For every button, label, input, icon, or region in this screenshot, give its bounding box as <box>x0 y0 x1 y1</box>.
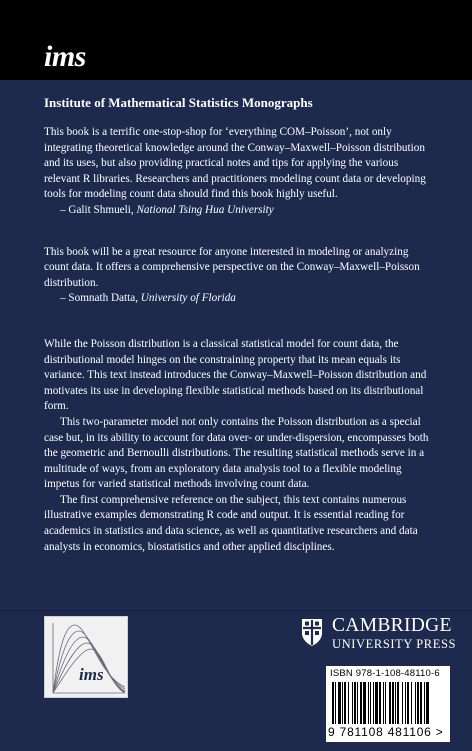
back-cover-text <box>44 125 436 555</box>
publisher-name: CAMBRIDGE <box>332 615 452 636</box>
ims-logo-text: ims <box>79 665 104 684</box>
barcode-number: 9 781108 481106 > <box>328 725 444 739</box>
ims-brand-logo: ims <box>44 40 86 73</box>
endorsement-2-author: – Somnath Datta, <box>60 292 138 305</box>
publisher-press: UNIVERSITY PRESS <box>332 637 457 651</box>
ims-curves-icon <box>45 617 128 698</box>
barcode-icon <box>330 682 446 724</box>
endorsement-1-attribution <box>44 203 436 219</box>
endorsement-2-attribution <box>44 291 436 307</box>
cambridge-university-press-logo <box>300 615 460 657</box>
endorsement-1-text: This book is a terrific one-stop-shop for ‘everything COM–Poisson’, not only integrating theoretical knowledge around the Conway–Maxwell–Poisson distribution and its uses, but also providing practical notes and tips for applying the various relevant R libraries. Researchers and practitioners modeling count data or developing tools for modeling count data should find this book highly useful. <box>44 126 426 201</box>
series-title: Institute of Mathematical Statistics Monographs <box>44 95 313 110</box>
cambridge-shield-icon <box>300 617 324 647</box>
endorsement-2-text: This book will be a great resource for anyone interested in modeling or analyzing count data. It offers a comprehensive perspective on the Conway–Maxwell–Poisson distribution. <box>44 245 420 289</box>
endorsement-2-affiliation: University of Florida <box>140 292 236 305</box>
ims-logo <box>44 616 128 698</box>
isbn-label: ISBN 978-1-108-48110-6 <box>330 668 440 679</box>
barcode-panel <box>326 666 450 742</box>
description-paragraph-1: While the Poisson distribution is a classical statistical model for count data, the distributional model hinges on the constraining property that its mean equals its variance. This text instead introduces the Conway–Maxwell–Poisson distribution and motivates its use in developing flexible statistical methods based on its distributional form. <box>44 337 427 413</box>
endorsement-1-affiliation: National Tsing Hua University <box>136 203 274 216</box>
description-paragraph-2: This two-parameter model not only contains the Poisson distribution as a special case but, in its ability to account for data over- or under-dispersion, encompasses both the geometric and Bernoulli distributions. The resulting statistical methods serve in a multitude of ways, from an exploratory data analysis tool to a flexible modeling impetus for varied statistical methods involving count data. <box>44 415 429 491</box>
endorsement-1-author: – Galit Shmueli, <box>60 203 134 216</box>
description-paragraph-3: The first comprehensive reference on the subject, this text contains numerous illustrative examples demonstrating R code and output. It is essential reading for academics in statistics and data science, as well as quantitative researchers and data analysts in economics, biostatistics and other applied disciplines. <box>44 493 418 553</box>
